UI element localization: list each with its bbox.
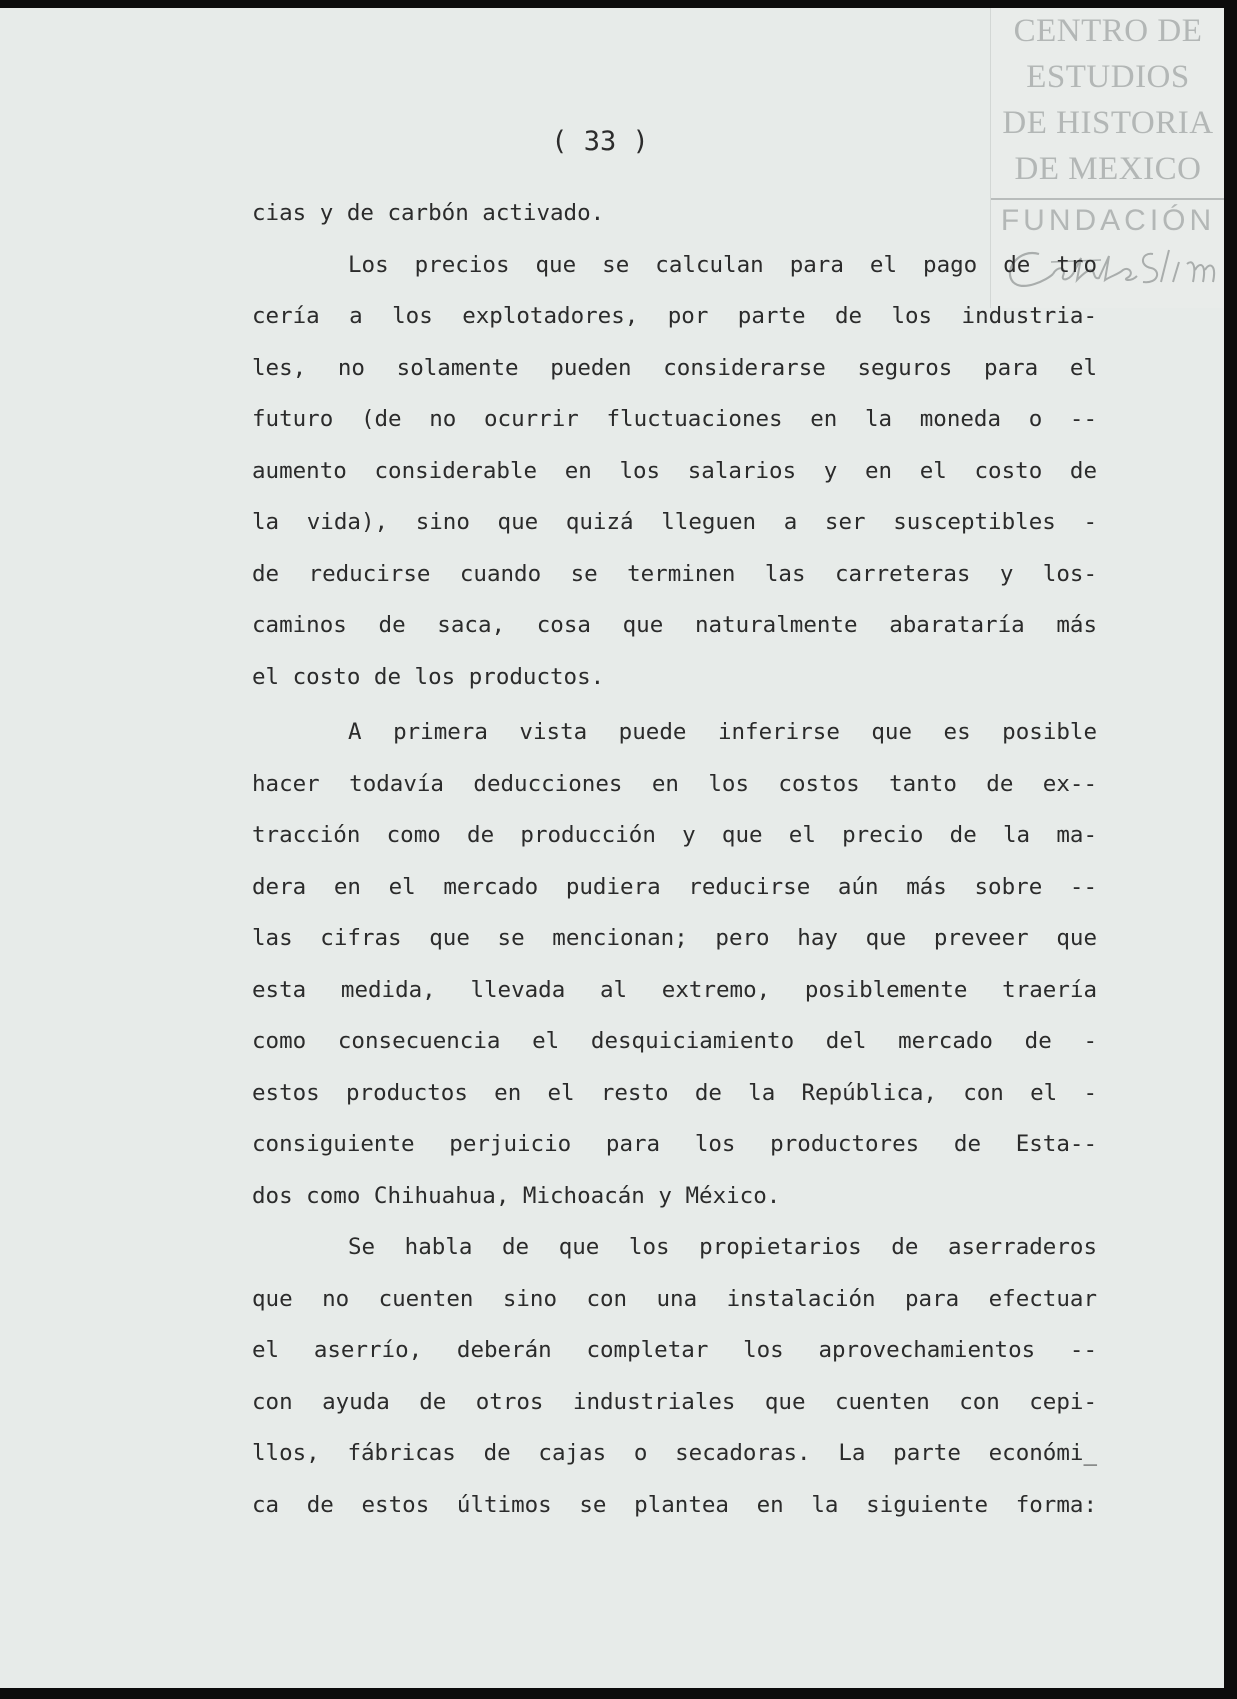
text-line: esta medida, llevada al extremo, posiblemente traería xyxy=(252,976,1097,1003)
text-line: dera en el mercado pudiera reducirse aún más sobre -- xyxy=(252,873,1097,900)
text-line: dos como Chihuahua, Michoacán y México. xyxy=(252,1182,781,1209)
text-line: Se habla de que los propietarios de aserraderos xyxy=(348,1234,1097,1260)
text-line: les, no solamente pueden considerarse seguros para el xyxy=(252,354,1097,381)
text-line: las cifras que se mencionan; pero hay que preveer que xyxy=(252,925,1097,951)
stamp-line: ESTUDIOS xyxy=(1026,59,1190,95)
text-line: cias y de carbón activado. xyxy=(252,200,605,226)
stamp-line: CENTRO DE xyxy=(1013,13,1203,49)
text-line: que no cuenten sino con una instalación para efectuar xyxy=(252,1285,1097,1312)
text-line: caminos de saca, cosa que naturalmente abarataría más xyxy=(252,612,1097,638)
text-line: A primera vista puede inferirse que es posible xyxy=(348,719,1097,745)
text-line: estos productos en el resto de la República, con el - xyxy=(252,1079,1097,1106)
text-line: de reducirse cuando se terminen las carreteras y los- xyxy=(252,560,1097,587)
text-line: hacer todavía deducciones en los costos tanto de ex-- xyxy=(252,770,1097,797)
text-line: Los precios que se calculan para el pago de tro xyxy=(348,251,1097,278)
text-line: el aserrío, deberán completar los aprovechamientos -- xyxy=(252,1337,1097,1363)
text-line: aumento considerable en los salarios y en el costo de xyxy=(252,457,1097,484)
text-line: con ayuda de otros industriales que cuenten con cepi- xyxy=(252,1388,1097,1415)
stamp-line: DE HISTORIA xyxy=(1002,105,1214,141)
stamp-foundation: FUNDACIÓN xyxy=(1000,204,1216,237)
text-line: la vida), sino que quizá lleguen a ser susceptibles - xyxy=(252,509,1097,535)
text-line: el costo de los productos. xyxy=(252,663,605,690)
stamp-line: DE MEXICO xyxy=(1014,151,1202,187)
text-line: futuro (de no ocurrir fluctuaciones en la moneda o -- xyxy=(252,406,1097,432)
text-line: ca de estos últimos se plantea en la siguiente forma: xyxy=(252,1491,1097,1518)
page-number: ( 33 ) xyxy=(551,126,649,157)
document-body xyxy=(252,188,1097,1531)
document-page xyxy=(0,8,1224,1688)
text-line: cería a los explotadores, por parte de los industria- xyxy=(252,303,1097,329)
text-line: tracción como de producción y que el precio de la ma- xyxy=(252,822,1097,848)
text-line: consiguiente perjuicio para los productores de Esta-- xyxy=(252,1131,1097,1157)
text-line: llos, fábricas de cajas o secadoras. La parte económi_ xyxy=(252,1440,1097,1466)
text-line: como consecuencia el desquiciamiento del mercado de - xyxy=(252,1028,1097,1054)
